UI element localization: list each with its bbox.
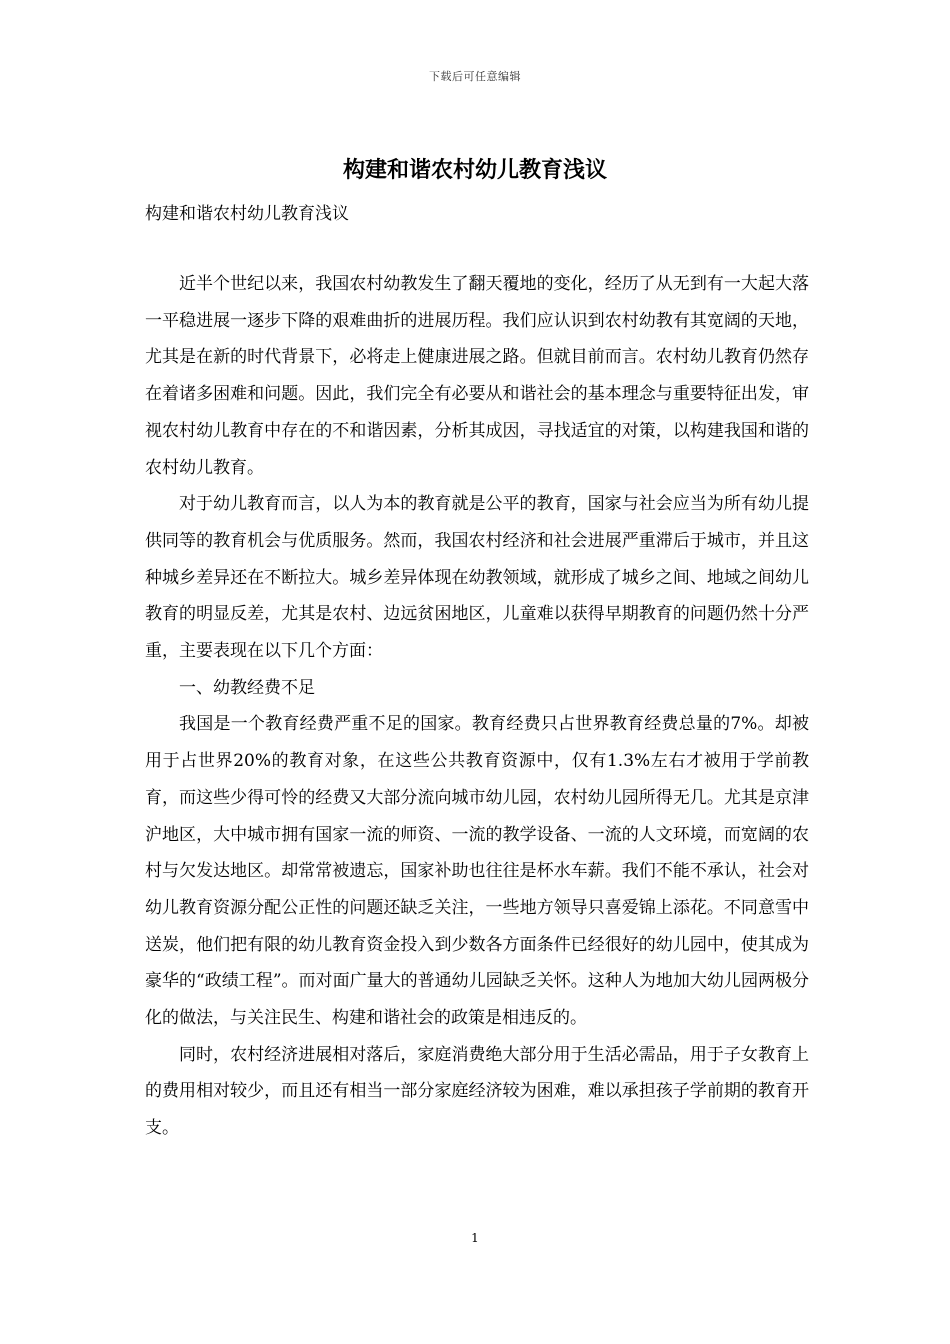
paragraph-equity: 对于幼儿教育而言，以人为本的教育就是公平的教育，国家与社会应当为所有幼儿提供同等的教育机会与优质服务。然而，我国农村经济和社会进展严重滞后于城市，并且这种城乡差异还在不断拉大。城乡差异体现在幼教领域，就形成了城乡之间、地域之间幼儿教育的明显反差，尤其是农村、边远贫困地区，儿童难以获得早期教育的问题仍然十分严重，主要表现在以下几个方面： [145, 494, 809, 662]
document-body [145, 266, 809, 1147]
header-note: 下载后可任意编辑 [429, 70, 521, 83]
section-heading-funding: 一、幼教经费不足 [179, 677, 315, 698]
paragraph-household: 同时，农村经济进展相对落后，家庭消费绝大部分用于生活必需品，用于子女教育上的费用相对较少，而且还有相当一部分家庭经济较为困难，难以承担孩子学前期的教育开支。 [145, 1044, 809, 1139]
paragraph-intro: 近半个世纪以来，我国农村幼教发生了翻天覆地的变化，经历了从无到有一大起大落一平稳进展一逐步下降的艰难曲折的进展历程。我们应认识到农村幼教有其宽阔的天地，尤其是在新的时代背景下，必将走上健康进展之路。但就目前而言。农村幼儿教育仍然存在着诸多困难和问题。因此，我们完全有必要从和谐社会的基本理念与重要特征出发，审视农村幼儿教育中存在的不和谐因素，分析其成因，寻找适宜的对策，以构建我国和谐的农村幼儿教育。 [145, 274, 809, 478]
page-number: 1 [471, 1231, 479, 1245]
paragraph-funding: 我国是一个教育经费严重不足的国家。教育经费只占世界教育经费总量的7%。却被用于占世界20%的教育对象，在这些公共教育资源中，仅有1.3%左右才被用于学前教育，而这些少得可怜的经费又大部分流向城市幼儿园，农村幼儿园所得无几。尤其是京津沪地区，大中城市拥有国家一流的师资、一流的教学设备、一流的人文环境，而宽阔的农村与欠发达地区。却常常被遗忘，国家补助也往往是杯水车薪。我们不能不承认，社会对幼儿教育资源分配公正性的问题还缺乏关注，一些地方领导只喜爱锦上添花。不同意雪中送炭，他们把有限的幼儿教育资金投入到少数各方面条件已经很好的幼儿园中，使其成为豪华的“政绩工程”。而对面广量大的普通幼儿园缺乏关怀。这种人为地加大幼儿园两极分化的做法，与关注民生、构建和谐社会的政策是相违反的。 [145, 714, 809, 1029]
document-title: 构建和谐农村幼儿教育浅议 [342, 157, 607, 183]
document-subtitle: 构建和谐农村幼儿教育浅议 [145, 204, 349, 224]
